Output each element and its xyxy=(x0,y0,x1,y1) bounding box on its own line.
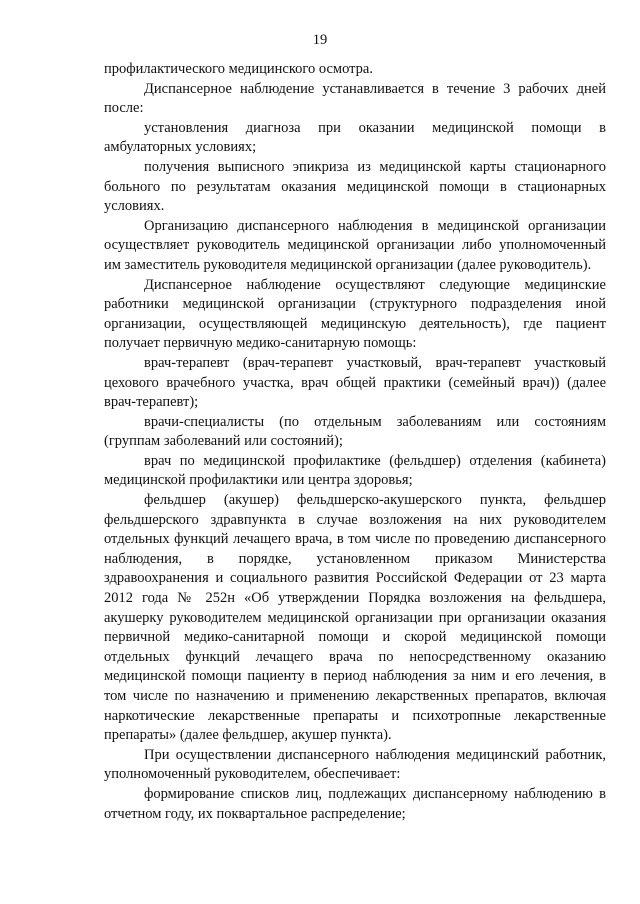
paragraph-diagnosis-outpatient: установления диагноза при оказании медицинской помощи в амбулаторных условиях; xyxy=(104,119,606,156)
paragraph-therapist: врач-терапевт (врач-терапевт участковый, врач-терапевт участковый цехового врачебного участка, врач общей практики (семейный врач)) (далее врач-терапевт); xyxy=(104,354,606,411)
paragraph-specialists: врачи-специалисты (по отдельным заболеваниям или состояниям (группам заболеваний или состояний); xyxy=(104,413,606,450)
paragraph-medical-workers: Диспансерное наблюдение осуществляют следующие медицинские работники медицинской организации (структурного подразделения иной организации, осуществляющей медицинскую деятельность), где пациент получает первичную медико-санитарную помощь: xyxy=(104,276,606,352)
document-body xyxy=(104,60,606,824)
paragraph-observation-timing: Диспансерное наблюдение устанавливается в течение 3 рабочих дней после: xyxy=(104,80,606,117)
paragraph-patient-lists: формирование списков лиц, подлежащих диспансерному наблюдению в отчетном году, их поквартальное распределение; xyxy=(104,785,606,822)
page-number: 19 xyxy=(312,32,328,48)
paragraph-worker-provides: При осуществлении диспансерного наблюдения медицинский работник, уполномоченный руководителем, обеспечивает: xyxy=(104,746,606,783)
paragraph-prevention-doctor: врач по медицинской профилактике (фельдшер) отделения (кабинета) медицинской профилактики или центра здоровья; xyxy=(104,452,606,489)
paragraph-discharge-epicrisis: получения выписного эпикриза из медицинской карты стационарного больного по результатам оказания медицинской помощи в стационарных условиях. xyxy=(104,158,606,215)
paragraph-organization-head: Организацию диспансерного наблюдения в медицинской организации осуществляет руководитель медицинской организации либо уполномоченный им заместитель руководителя медицинской организации (далее руководитель). xyxy=(104,217,606,273)
paragraph-continuation: профилактического медицинского осмотра. xyxy=(104,61,373,77)
paragraph-paramedic: фельдшер (акушер) фельдшерско-акушерского пункта, фельдшер фельдшерского здравпункта в случае возложения на них руководителем отдельных функций лечащего врача, в том числе по проведению диспансерного наблюдения, в порядке, установленном приказом Министерства здравоохранения и социального развития Российской Федерации от 23 марта 2012 года № 252н «Об утверждении Порядка возложения на фельдшера, акушерку руководителем медицинской организации при организации оказания первичной медико-санитарной помощи и скорой медицинской помощи отдельных функций лечащего врача по непосредственному оказанию медицинской помощи пациенту в период наблюдения за ним и его лечения, в том числе по назначению и применению лекарственных препаратов, включая наркотические лекарственные препараты и психотропные лекарственные препараты» (далее фельдшер, акушер пункта). xyxy=(104,492,606,744)
